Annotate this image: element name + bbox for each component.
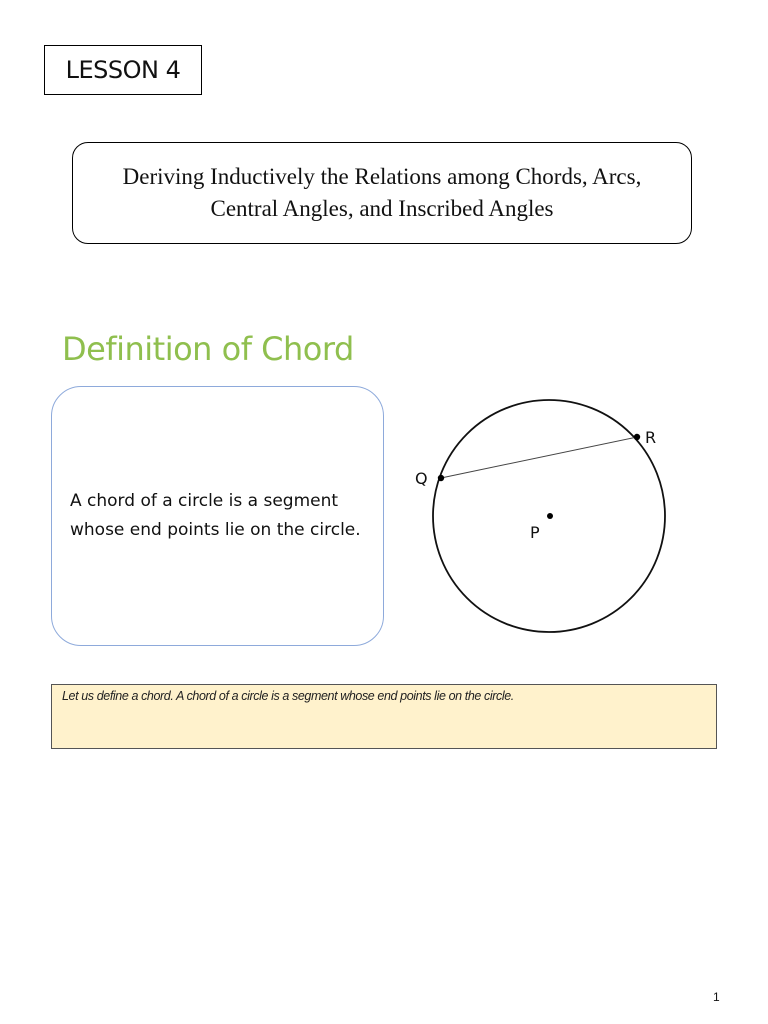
definition-box [51,386,384,646]
lesson-title-line-2: Central Angles, and Inscribed Angles [210,196,554,221]
note-box [51,684,717,749]
lesson-title-box [72,142,692,244]
lesson-label [44,45,202,95]
point-q [438,475,444,481]
note-text: Let us define a chord. A chord of a circle is a segment whose end points lie on the circle. [62,689,514,703]
label-r: R [645,428,657,447]
page-number: 1 [713,990,720,1004]
label-q: Q [415,469,428,488]
lesson-title-line-1: Deriving Inductively the Relations among Chords, Arcs, [122,164,642,189]
point-r [634,434,640,440]
lesson-label-text: LESSON 4 [65,56,181,84]
lesson-title [123,161,642,225]
point-p [547,513,553,519]
label-p: P [530,523,540,542]
definition-text: A chord of a circle is a segment whose end points lie on the circle. [70,491,361,540]
chord-diagram [400,385,690,650]
section-heading: Definition of Chord [62,330,354,368]
chord-qr [441,437,637,478]
